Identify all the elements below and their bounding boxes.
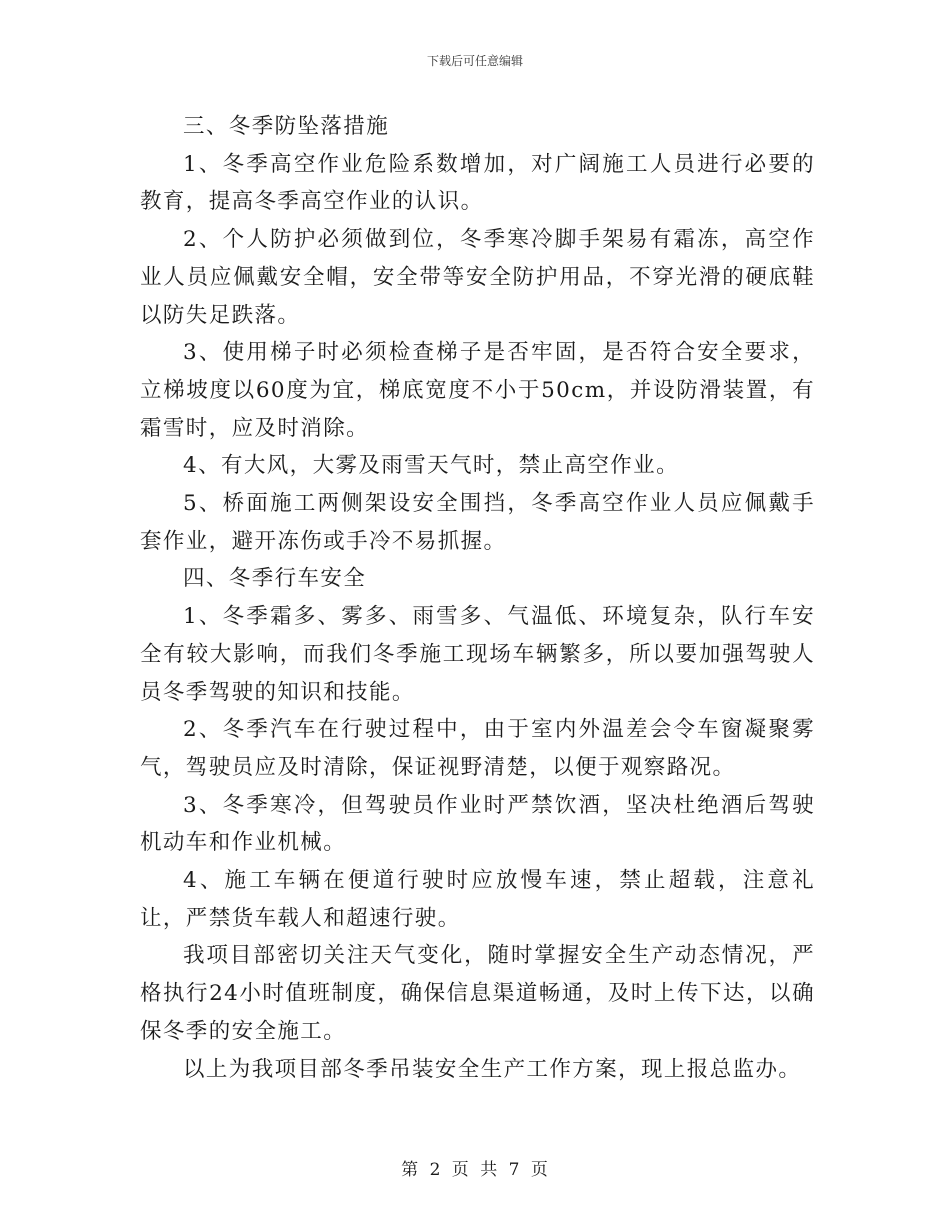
- paragraph: 3、使用梯子时必须检查梯子是否牢固，是否符合安全要求，立梯坡度以60度为宜，梯底宽度不小于50cm，并设防滑装置，有霜雪时，应及时消除。: [140, 340, 815, 441]
- paragraph: 1、冬季高空作业危险系数增加，对广阔施工人员进行必要的教育，提高冬季高空作业的认识。: [140, 151, 815, 215]
- page-header: 下载后可任意编辑: [426, 54, 523, 68]
- footer-total-word: 共: [480, 1160, 499, 1180]
- closing-paragraph: 以上为我项目部冬季吊装安全生产工作方案，现上报总监办。: [183, 1056, 802, 1082]
- paragraph: 4、有大风，大雾及雨雪天气时，禁止高空作业。: [183, 453, 679, 479]
- total-page-count: 7: [508, 1160, 521, 1180]
- paragraph: 2、个人防护必须做到位，冬季寒冷脚手架易有霜冻，高空作业人员应佩戴安全帽，安全带等安全防护用品，不穿光滑的硬底鞋以防失足跌落。: [140, 227, 815, 328]
- paragraph: 3、冬季寒冷，但驾驶员作业时严禁饮酒，坚决杜绝酒后驾驶机动车和作业机械。: [140, 792, 815, 856]
- paragraph: 5、桥面施工两侧架设安全围挡，冬季高空作业人员应佩戴手套作业，避开冻伤或手冷不易抓握。: [140, 491, 815, 554]
- current-page-number: 2: [429, 1160, 442, 1180]
- footer-page-word: 页: [451, 1160, 470, 1180]
- paragraph: 2、冬季汽车在行驶过程中，由于室内外温差会令车窗凝聚雾气，驾驶员应及时清除，保证视野清楚，以便于观察路况。: [140, 717, 815, 780]
- document-body: [140, 108, 815, 1088]
- footer-suffix: 页: [530, 1160, 549, 1180]
- section-heading-driving-safety: 四、冬季行车安全: [183, 566, 367, 592]
- paragraph: 1、冬季霜多、雾多、雨雪多、气温低、环境复杂，队行车安全有较大影响，而我们冬季施工现场车辆繁多，所以要加强驾驶人员冬季驾驶的知识和技能。: [140, 604, 815, 705]
- footer-prefix: 第: [401, 1160, 420, 1180]
- paragraph: 我项目部密切关注天气变化，随时掌握安全生产动态情况，严格执行24小时值班制度，确保信息渠道畅通，及时上传下达，以确保冬季的安全施工。: [140, 943, 815, 1044]
- section-heading-fall-prevention: 三、冬季防坠落措施: [183, 114, 390, 139]
- page-footer: [0, 1155, 950, 1180]
- paragraph: 4、施工车辆在便道行驶时应放慢车速，禁止超载，注意礼让，严禁货车载人和超速行驶。: [140, 868, 815, 931]
